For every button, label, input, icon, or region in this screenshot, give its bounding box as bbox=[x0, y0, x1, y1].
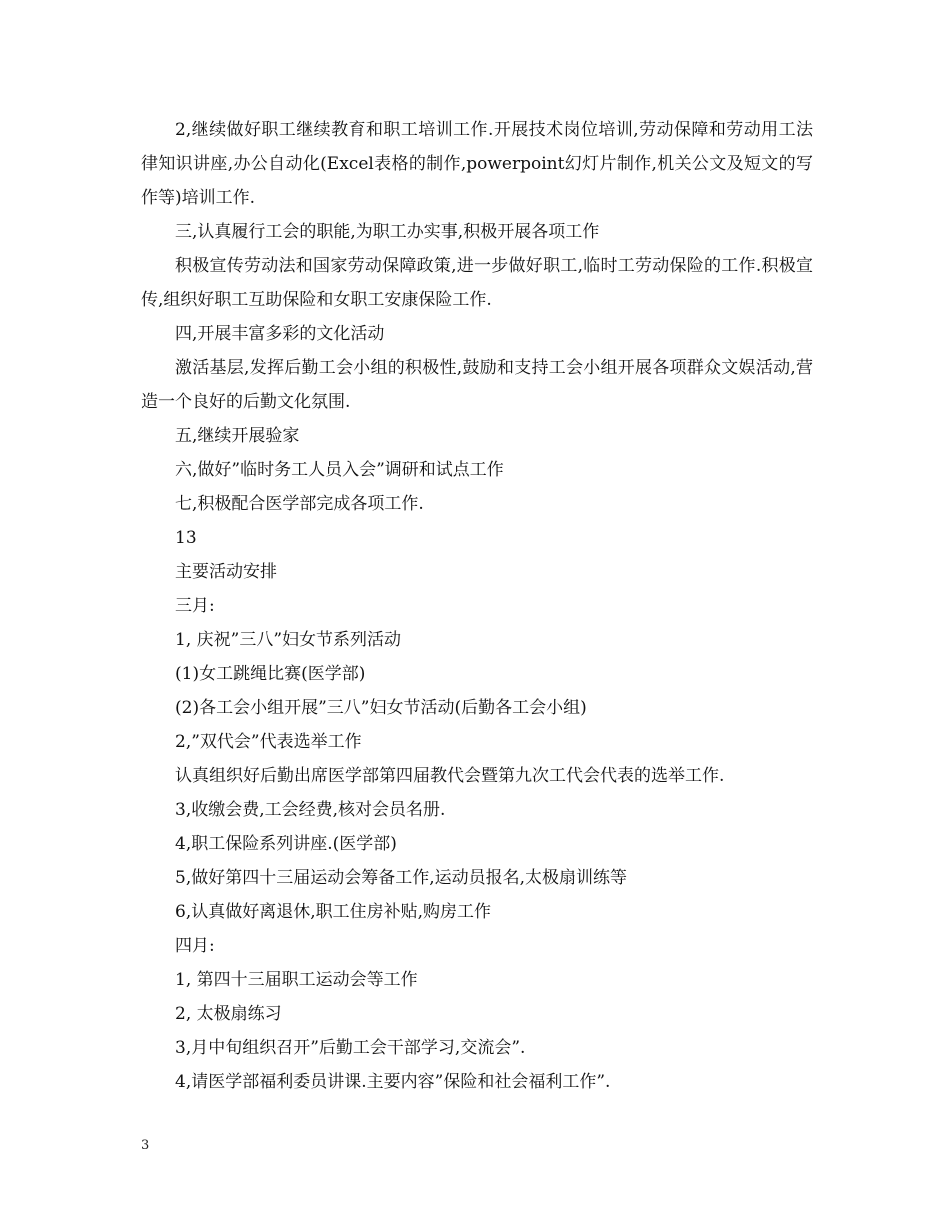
heading-cultural-activities: 四,开展丰富多彩的文化活动 bbox=[175, 324, 385, 344]
list-item: 6,认真做好离退休,职工住房补贴,购房工作 bbox=[175, 902, 492, 922]
heading-five: 五,继续开展验家 bbox=[175, 426, 300, 446]
list-item: (2)各工会小组开展”三八”妇女节活动(后勤各工会小组) bbox=[175, 698, 587, 718]
list-item: 1, 第四十三届职工运动会等工作 bbox=[175, 970, 418, 990]
list-item: 3,月中旬组织召开”后勤工会干部学习,交流会”. bbox=[175, 1038, 526, 1058]
heading-seven: 七,积极配合医学部完成各项工作. bbox=[175, 494, 424, 514]
list-item: 3,收缴会费,工会经费,核对会员名册. bbox=[175, 800, 446, 820]
list-item: 4,请医学部福利委员讲课.主要内容”保险和社会福利工作”. bbox=[175, 1072, 611, 1092]
heading-union-duties: 三,认真履行工会的职能,为职工办实事,积极开展各项工作 bbox=[175, 222, 600, 242]
page-number: 3 bbox=[141, 1138, 150, 1153]
month-march: 三月: bbox=[175, 596, 215, 616]
paragraph-training: 2,继续做好职工继续教育和职工培训工作.开展技术岗位培训,劳动保障和劳动用工法律知识讲座,办公自动化(Excel表格的制作,powerpoint幻灯片制作,机关公文及短文的写作等)培训工作. bbox=[141, 120, 813, 208]
month-april: 四月: bbox=[175, 936, 215, 956]
document-body bbox=[141, 113, 813, 1099]
heading-six: 六,做好”临时务工人员入会”调研和试点工作 bbox=[175, 460, 504, 480]
paragraph-grassroots: 激活基层,发挥后勤工会小组的积极性,鼓励和支持工会小组开展各项群众文娱活动,营造一个良好的后勤文化氛围. bbox=[141, 358, 813, 412]
section-number: 13 bbox=[175, 528, 197, 548]
list-item: 5,做好第四十三届运动会筹备工作,运动员报名,太极扇训练等 bbox=[175, 868, 628, 888]
list-item: 2,”双代会”代表选举工作 bbox=[175, 732, 362, 752]
list-item: 1, 庆祝”三八”妇女节系列活动 bbox=[175, 630, 402, 650]
list-item: 2, 太极扇练习 bbox=[175, 1004, 282, 1024]
list-item: 4,职工保险系列讲座.(医学部) bbox=[175, 834, 397, 854]
list-item: 认真组织好后勤出席医学部第四届教代会暨第九次工代会代表的选举工作. bbox=[175, 766, 725, 786]
heading-main-activities: 主要活动安排 bbox=[175, 562, 277, 582]
paragraph-labor-law: 积极宣传劳动法和国家劳动保障政策,进一步做好职工,临时工劳动保险的工作.积极宣传,组织好职工互助保险和女职工安康保险工作. bbox=[141, 256, 813, 310]
list-item: (1)女工跳绳比赛(医学部) bbox=[175, 664, 366, 684]
